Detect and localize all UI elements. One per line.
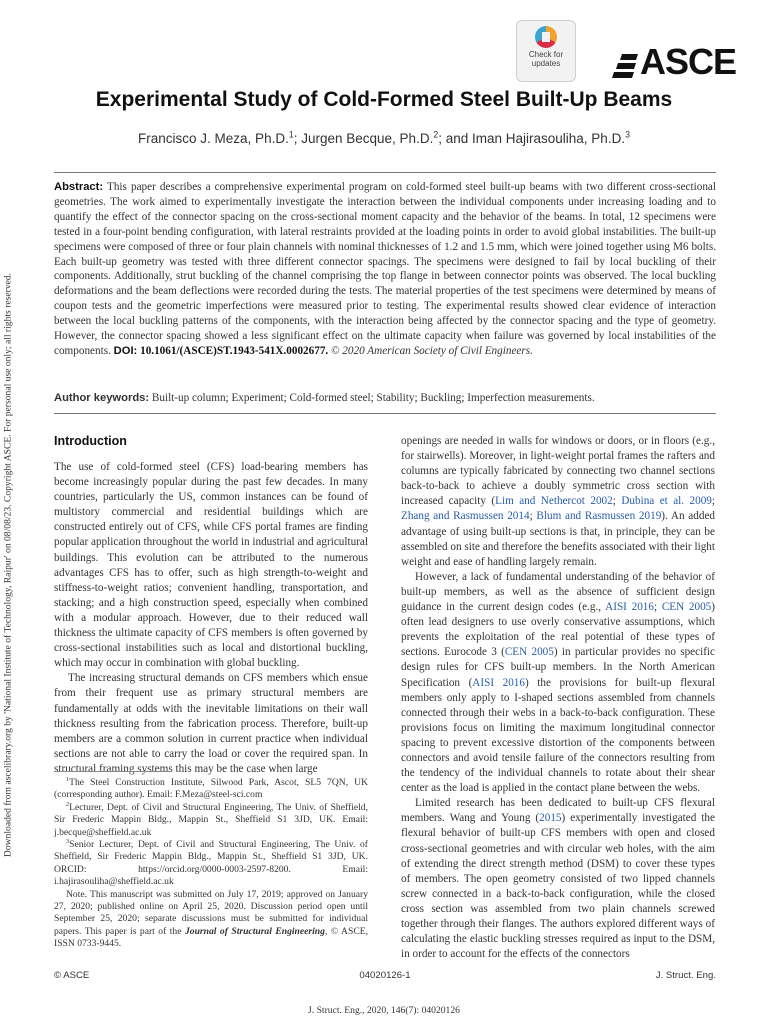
paper-title: Experimental Study of Cold-Formed Steel Built-Up Beams: [95, 88, 673, 111]
author-affiliation-mark: 3: [625, 129, 630, 140]
text-run: However, a lack of fundamental understanding of the behavior of built-up members, as well as the absence of sufficient design guidance in the current design codes (e.g.,: [401, 570, 715, 614]
citation-link[interactable]: AISI 2016: [605, 601, 654, 614]
author-separator: ;: [293, 131, 302, 146]
author-keywords: [54, 391, 716, 405]
left-column: [54, 460, 368, 777]
text-run: ) the provisions for built-up flexural members only apply to I-shaped sections assembled from channels connected through their webs in a back-to-back configuration. These provisions focus on limiting the maximum longitudinal connector spacing to prevent excessive distortion of the components between connectors and avoid tensile failure of the connectors resulting from the tendency of the individual channels to rotate about their shear center as the load is applied in the contact plane between the webs.: [401, 676, 715, 795]
download-watermark-text: Downloaded from ascelibrary.org by 'National Institute of Technology, Raipur' on 08/08/23. Copyright ASCE. For personal use only; all rights reserved.: [2, 272, 14, 858]
footer-page-number: 04020126-1: [359, 970, 411, 981]
page-footer: [54, 970, 716, 984]
author-affiliation-mark: 2: [433, 129, 439, 140]
body-paragraph: The use of cold-formed steel (CFS) load-bearing members has become increasingly popular during the past few decades. In many countries, particularly the US, common instances can be found of multistory commercial and residential buildings which are constructed entirely out of CFS, while CFS portal frames are finding popular application throughout the world in industrial and agricultural buildings. This evolution can be attributed to the numerous advantages CFS has to offer, such as high strength-to-weight and stiffness-to-weight ratios; convenient handling, transportation, and stacking; and a high construction speed, especially when combined with a modular approach. However, due to their reduced wall thickness the ultimate capacity of CFS members is often governed by cross-sectional instabilities such as local and distortional buckling, which may occur in combination with global buckling.: [54, 461, 368, 670]
abstract-text: This paper describes a comprehensive experimental program on cold-formed steel built-up beams with two different cross-sectional geometries. The work aimed to experimentally investigate the interaction between the individual components under increasing loading and to quantify the effect of the connector spacing on the cross-sectional moment capacity and the behavior of the beams. In total, 12 specimens were tested in a four-point bending configuration, with lateral restraints provided at the loading points in order to avoid global instabilities. The built-up specimens were composed of three or four plain channels with nominal thicknesses of 1.2 and 1.5 mm, which were joined together using M6 bolts. Each built-up geometry was tested with three different connector spacings. The specimens were designed to fail by local buckling of their components. Additionally, strut buckling of the channel comprising the top flange in between connector points was observed. The local buckling deformations and the beam deflections were recorded during the tests. The material properties of the test specimens were determined by means of coupon tests and the geometric imperfections were measured prior to testing. The experimental results showed clear evidence of interaction between the local buckling patterns of the components, with the interaction being affected by the connector spacing and the type of geometry. However, the connector spacing showed a less significant effect on the ultimate capacity when failure was governed by local instabilities of the components.: [54, 181, 716, 357]
text-run: ;: [612, 495, 622, 508]
footer-journal: J. Struct. Eng.: [655, 970, 716, 981]
footnote-text: The Steel Construction Institute, Silwood Park, Ascot, SL5 7QN, UK (corresponding author). Email: F.Meza@steel-sci.com: [54, 777, 368, 801]
text-run: Limited research has been dedicated to built-up CFS flexural members. Wang and Young (: [401, 797, 715, 825]
footnote: [54, 777, 368, 802]
citation-link[interactable]: Blum and Rasmussen 2019: [536, 510, 662, 523]
crossmark-icon: [535, 26, 557, 48]
author-name: Jurgen Becque, Ph.D.: [301, 131, 434, 146]
body-paragraph: The increasing structural demands on CFS members which ensue from their frequent use as primary structural members are fundamentally at odds with the inevitable limitations on their wall thickness resulting from the fabrication process. Therefore, built-up members are a common solution in current practice when individual sections are not able to carry the load or cover the required span. In structural framing systems this may be the case when large: [54, 672, 368, 775]
check-for-updates-button[interactable]: [516, 20, 576, 82]
asce-logo: [612, 40, 736, 84]
author-affiliation-mark: 1: [288, 129, 294, 140]
footnote-mark: 3: [66, 837, 70, 845]
crossmark-line2: updates: [531, 59, 561, 68]
footnote: [54, 839, 368, 889]
footnote-text: Lecturer, Dept. of Civil and Structural Engineering, The Univ. of Sheffield, Sir Frederic Mappin Bldg., Mappin St., Sheffield S1 3JD, UK. Email: j.becque@sheffield.ac.uk: [54, 801, 368, 838]
doi-label: DOI:: [113, 344, 138, 357]
section-heading-introduction: Introduction: [54, 434, 127, 448]
body-paragraph: [401, 570, 715, 796]
abstract-label: Abstract:: [54, 181, 104, 193]
asce-logo-text: ASCE: [640, 41, 737, 82]
footnote-text: Senior Lecturer, Dept. of Civil and Structural Engineering, The Univ. of Sheffield, Sir Frederic Mappin Bldg., Mappin St., Sheffield S1 3JD, UK. ORCID: https://orcid.org/0000-0003-2597-8200. Email: i.hajirasouliha@sheffield.ac.uk: [54, 839, 368, 888]
right-column: [401, 434, 715, 962]
keywords-label: Author keywords:: [54, 392, 150, 404]
keywords-divider: [54, 413, 716, 414]
citation-link[interactable]: Zhang and Rasmussen 2014: [401, 510, 530, 523]
text-run: ). An added advantage of using built-up sections is that, in principle, they can be assembled on site and therefore the benefits associated with their light weight and ease of handling largely remain.: [401, 510, 716, 568]
footnote-note: [54, 889, 368, 951]
text-run: ) experimentally investigated the flexural behavior of built-up CFS members with open and closed cross-sectional geometries and with circular web holes, with the aim of extending the direct strength method (DSM) to cover these types of members. The open geometry consisted of two lipped channels screw connected in a back-to-back configuration, while the closed cross section was assembled from two plain channels screwed together through their flanges. The authors explored different ways of calculating the elastic buckling stresses required as input to the DSM, in order to account for the effects of the connectors: [401, 812, 715, 961]
note-text: Note. This manuscript was submitted on July 17, 2019; approved on January 27, 2020; published online on April 25, 2020. Discussion period open until September 25, 2020; separate discussions must be submitted for individual papers. This paper is part of the: [54, 888, 368, 937]
note-text-end: , © ASCE, ISSN 0733-9445.: [54, 925, 368, 950]
citation-link[interactable]: Dubina et al. 2009: [621, 495, 712, 508]
doi-link[interactable]: 10.1061/(ASCE)ST.1943-541X.0002677.: [140, 344, 329, 357]
top-divider: [54, 172, 716, 173]
copyright-notice: © 2020 American Society of Civil Engineers.: [331, 344, 533, 357]
citation-link[interactable]: CEN 2005: [504, 646, 554, 659]
abstract: [54, 180, 716, 359]
citation-link[interactable]: Lim and Nethercot 2002: [495, 495, 613, 508]
text-run: ;: [711, 495, 716, 508]
text-run: ;: [653, 601, 662, 614]
citation-link[interactable]: 2015: [539, 812, 562, 825]
body-paragraph: [401, 796, 715, 962]
text-run: ) in particular provides no specific design rules for CFS built-up members. In the North American Specification (: [401, 646, 716, 689]
asce-logo-mark-icon: [612, 42, 638, 82]
footnotes: [54, 777, 368, 951]
body-paragraph: [401, 434, 715, 570]
crossmark-line1: Check for: [528, 50, 564, 59]
citation-link[interactable]: CEN 2005: [661, 601, 712, 614]
text-run: ;: [529, 510, 537, 523]
footnote-mark: 1: [66, 775, 70, 783]
download-watermark: [0, 180, 16, 950]
citation-link[interactable]: AISI 2016: [472, 676, 525, 689]
author-separator: ; and: [438, 131, 472, 146]
author-list: [0, 131, 768, 146]
keywords-text: Built-up column; Experiment; Cold-formed steel; Stability; Buckling; Imperfection measurements.: [151, 392, 595, 404]
footnote: [54, 802, 368, 839]
footnote-mark: 2: [66, 800, 70, 808]
author-name: Iman Hajirasouliha, Ph.D.: [472, 131, 626, 146]
page-citation: J. Struct. Eng., 2020, 146(7): 04020126: [308, 1005, 460, 1016]
footnote-divider: [54, 771, 172, 772]
footer-copyright: © ASCE: [54, 970, 90, 981]
text-run: ) often lead designers to use overly conservative assumptions, which prevents the exploitation of the real potential of these types of sections. Eurocode 3 (: [401, 601, 716, 659]
journal-name: Journal of Structural Engineering: [184, 925, 325, 937]
text-run: openings are needed in walls for windows or doors, or in floors (e.g., for stairwells). Moreover, in light-weight portal frames the rafters and columns are typically fabricated by connecting two channel sections back-to-back to achieve a doubly symmetric cross section with increased capacity (: [401, 435, 715, 508]
author-name: Francisco J. Meza, Ph.D.: [138, 131, 289, 146]
